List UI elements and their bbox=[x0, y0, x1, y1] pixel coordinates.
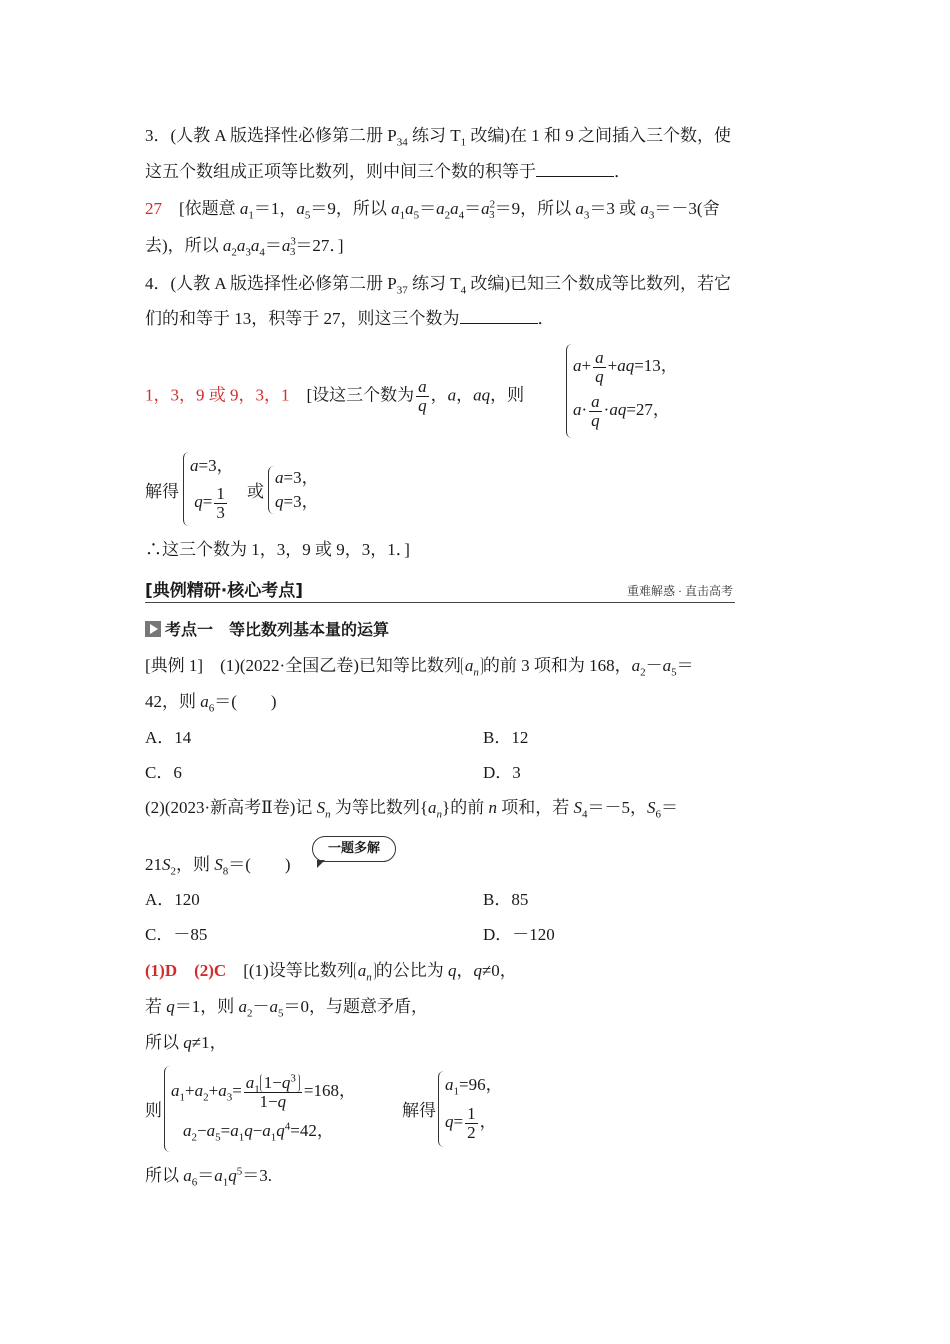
section-title: [典例精研·核心考点] bbox=[145, 581, 303, 601]
q4-system bbox=[566, 344, 678, 438]
ex2-opt-a[interactable]: A．120 bbox=[145, 890, 200, 909]
play-triangle-icon bbox=[145, 621, 161, 637]
solve-label-2: 解得 bbox=[402, 1101, 436, 1120]
section-header bbox=[145, 574, 735, 603]
q4-result2 bbox=[268, 466, 319, 514]
ex1-opt-b[interactable]: B．12 bbox=[483, 728, 529, 747]
answer-blank bbox=[536, 159, 614, 177]
ex1-opt-c[interactable]: C．6 bbox=[145, 763, 182, 782]
q4-result1 bbox=[183, 452, 234, 526]
ex1-opt-a[interactable]: A．14 bbox=[145, 728, 192, 747]
ex1-eqA: $a_1+a_2+a_3=$ $\frac{a_1 1-q^3}{1-q}$ =168， bbox=[171, 1071, 356, 1111]
fraction-a-over-q: $\frac{a}{q}$ bbox=[418, 377, 427, 415]
q3-answer: 27 bbox=[145, 199, 162, 218]
ex2-opt-c[interactable]: C．－85 bbox=[145, 925, 208, 944]
q4-eq1: a+ $\frac{a}{q}$ +aq=13， bbox=[573, 347, 678, 386]
topic-heading: 考点一 等比数列基本量的运算 bbox=[145, 618, 389, 642]
ex1-solution-line1: (1)D (2)C [(1)设等比数列 $a_n$ 的公比为 q，q≠0， bbox=[145, 961, 517, 984]
q3-line1: 3．(人教 A 版选择性必修第二册 $P_{34}$ 练习 $T_1$ 改编)在 1 和 9 之间插入三个数，使 bbox=[145, 126, 732, 149]
solve-label: 解得 bbox=[145, 482, 179, 501]
multi-solution-badge: 一题多解 bbox=[312, 836, 396, 862]
ex2-opt-d[interactable]: D．－120 bbox=[483, 925, 555, 944]
ex1-system bbox=[164, 1066, 356, 1152]
q4-line1: 4．(人教 A 版选择性必修第二册 $P_{37}$ 练习 $T_4$ 改编)已知三个数成等比数列，若它 bbox=[145, 274, 732, 297]
q4-solution-lead: 1，3，9 或 9，3，1 [设这三个数为 $\frac{a}{q}$ ，a，aq，则 bbox=[145, 377, 525, 415]
q4-conclusion: ∴这三个数为 1，3，9 或 9，3，1．] bbox=[145, 540, 410, 559]
or-label: 或 bbox=[247, 482, 264, 501]
result1-q: q= $\frac{1}{3}$ bbox=[194, 483, 225, 522]
q4-line2: 们的和等于 13，积等于 27，则这三个数为 ． bbox=[145, 306, 555, 331]
ex1-final: 所以 $a_6=a_1q^5=3$. bbox=[145, 1165, 272, 1189]
q3-solution-line1: 27 [依题意 $a_1=1$，$a_5=9$，所以 $a_1a_5=a_2a_4=a^2_3=9$，所以 $a_3=3$ 或 $a_3=-3$(舍 bbox=[145, 198, 720, 222]
ex1-p2-line1: (2)(2023·新高考Ⅱ卷)记 $S_n$ 为等比数列$\{a_n\}$的前 n 项和，若 $S_4=-5$，$S_6=$ bbox=[145, 798, 678, 821]
ex1-opt-d[interactable]: D．3 bbox=[483, 763, 521, 782]
then-label: 则 bbox=[145, 1101, 162, 1120]
result-q: q= $\frac{1}{2}$ ， bbox=[445, 1103, 497, 1142]
ex1-p1-line2: 42，则 $a_6=$( ) bbox=[145, 692, 277, 715]
result2-a: a=3， bbox=[275, 468, 319, 487]
q3-line2: 这五个数组成正项等比数列，则中间三个数的积等于 ． bbox=[145, 159, 631, 184]
answer-blank bbox=[460, 306, 538, 324]
ex1-result bbox=[438, 1071, 503, 1147]
result1-a: a=3， bbox=[190, 456, 234, 475]
ex1-p1-line1: [典例 1] (1)(2022·全国乙卷)已知等比数列 $a_n$ 的前 3 项和为 168，$a_2-a_5=$ bbox=[145, 656, 694, 679]
q4-answer: 1，3，9 或 9，3，1 bbox=[145, 385, 290, 405]
ex2-opt-b[interactable]: B．85 bbox=[483, 890, 529, 909]
q4-eq2: a· $\frac{a}{q}$ ·aq=27， bbox=[573, 391, 670, 430]
ex1-p2-line2: $21S_2$，则 $S_8=$( ) bbox=[145, 855, 291, 878]
section-subtitle: 重难解惑 · 直击高考 bbox=[627, 584, 733, 598]
answer-1: (1)D bbox=[145, 961, 178, 980]
q3-solution-line2: 去)，所以 $a_2a_3a_4=a^3_3=27$．] bbox=[145, 235, 344, 259]
ex1-solution-line2: 若 q＝1，则 $a_2-a_5=0$，与题意矛盾， bbox=[145, 997, 428, 1020]
result-a1: $a_1=96$， bbox=[445, 1075, 503, 1098]
ex1-eqB: $a_2-a_5=a_1q-a_1q^4=42$， bbox=[183, 1120, 334, 1144]
result2-q: q=3， bbox=[275, 492, 319, 511]
ex1-solution-line3: 所以 q≠1， bbox=[145, 1033, 227, 1052]
answer-2: (2)C bbox=[194, 961, 227, 980]
